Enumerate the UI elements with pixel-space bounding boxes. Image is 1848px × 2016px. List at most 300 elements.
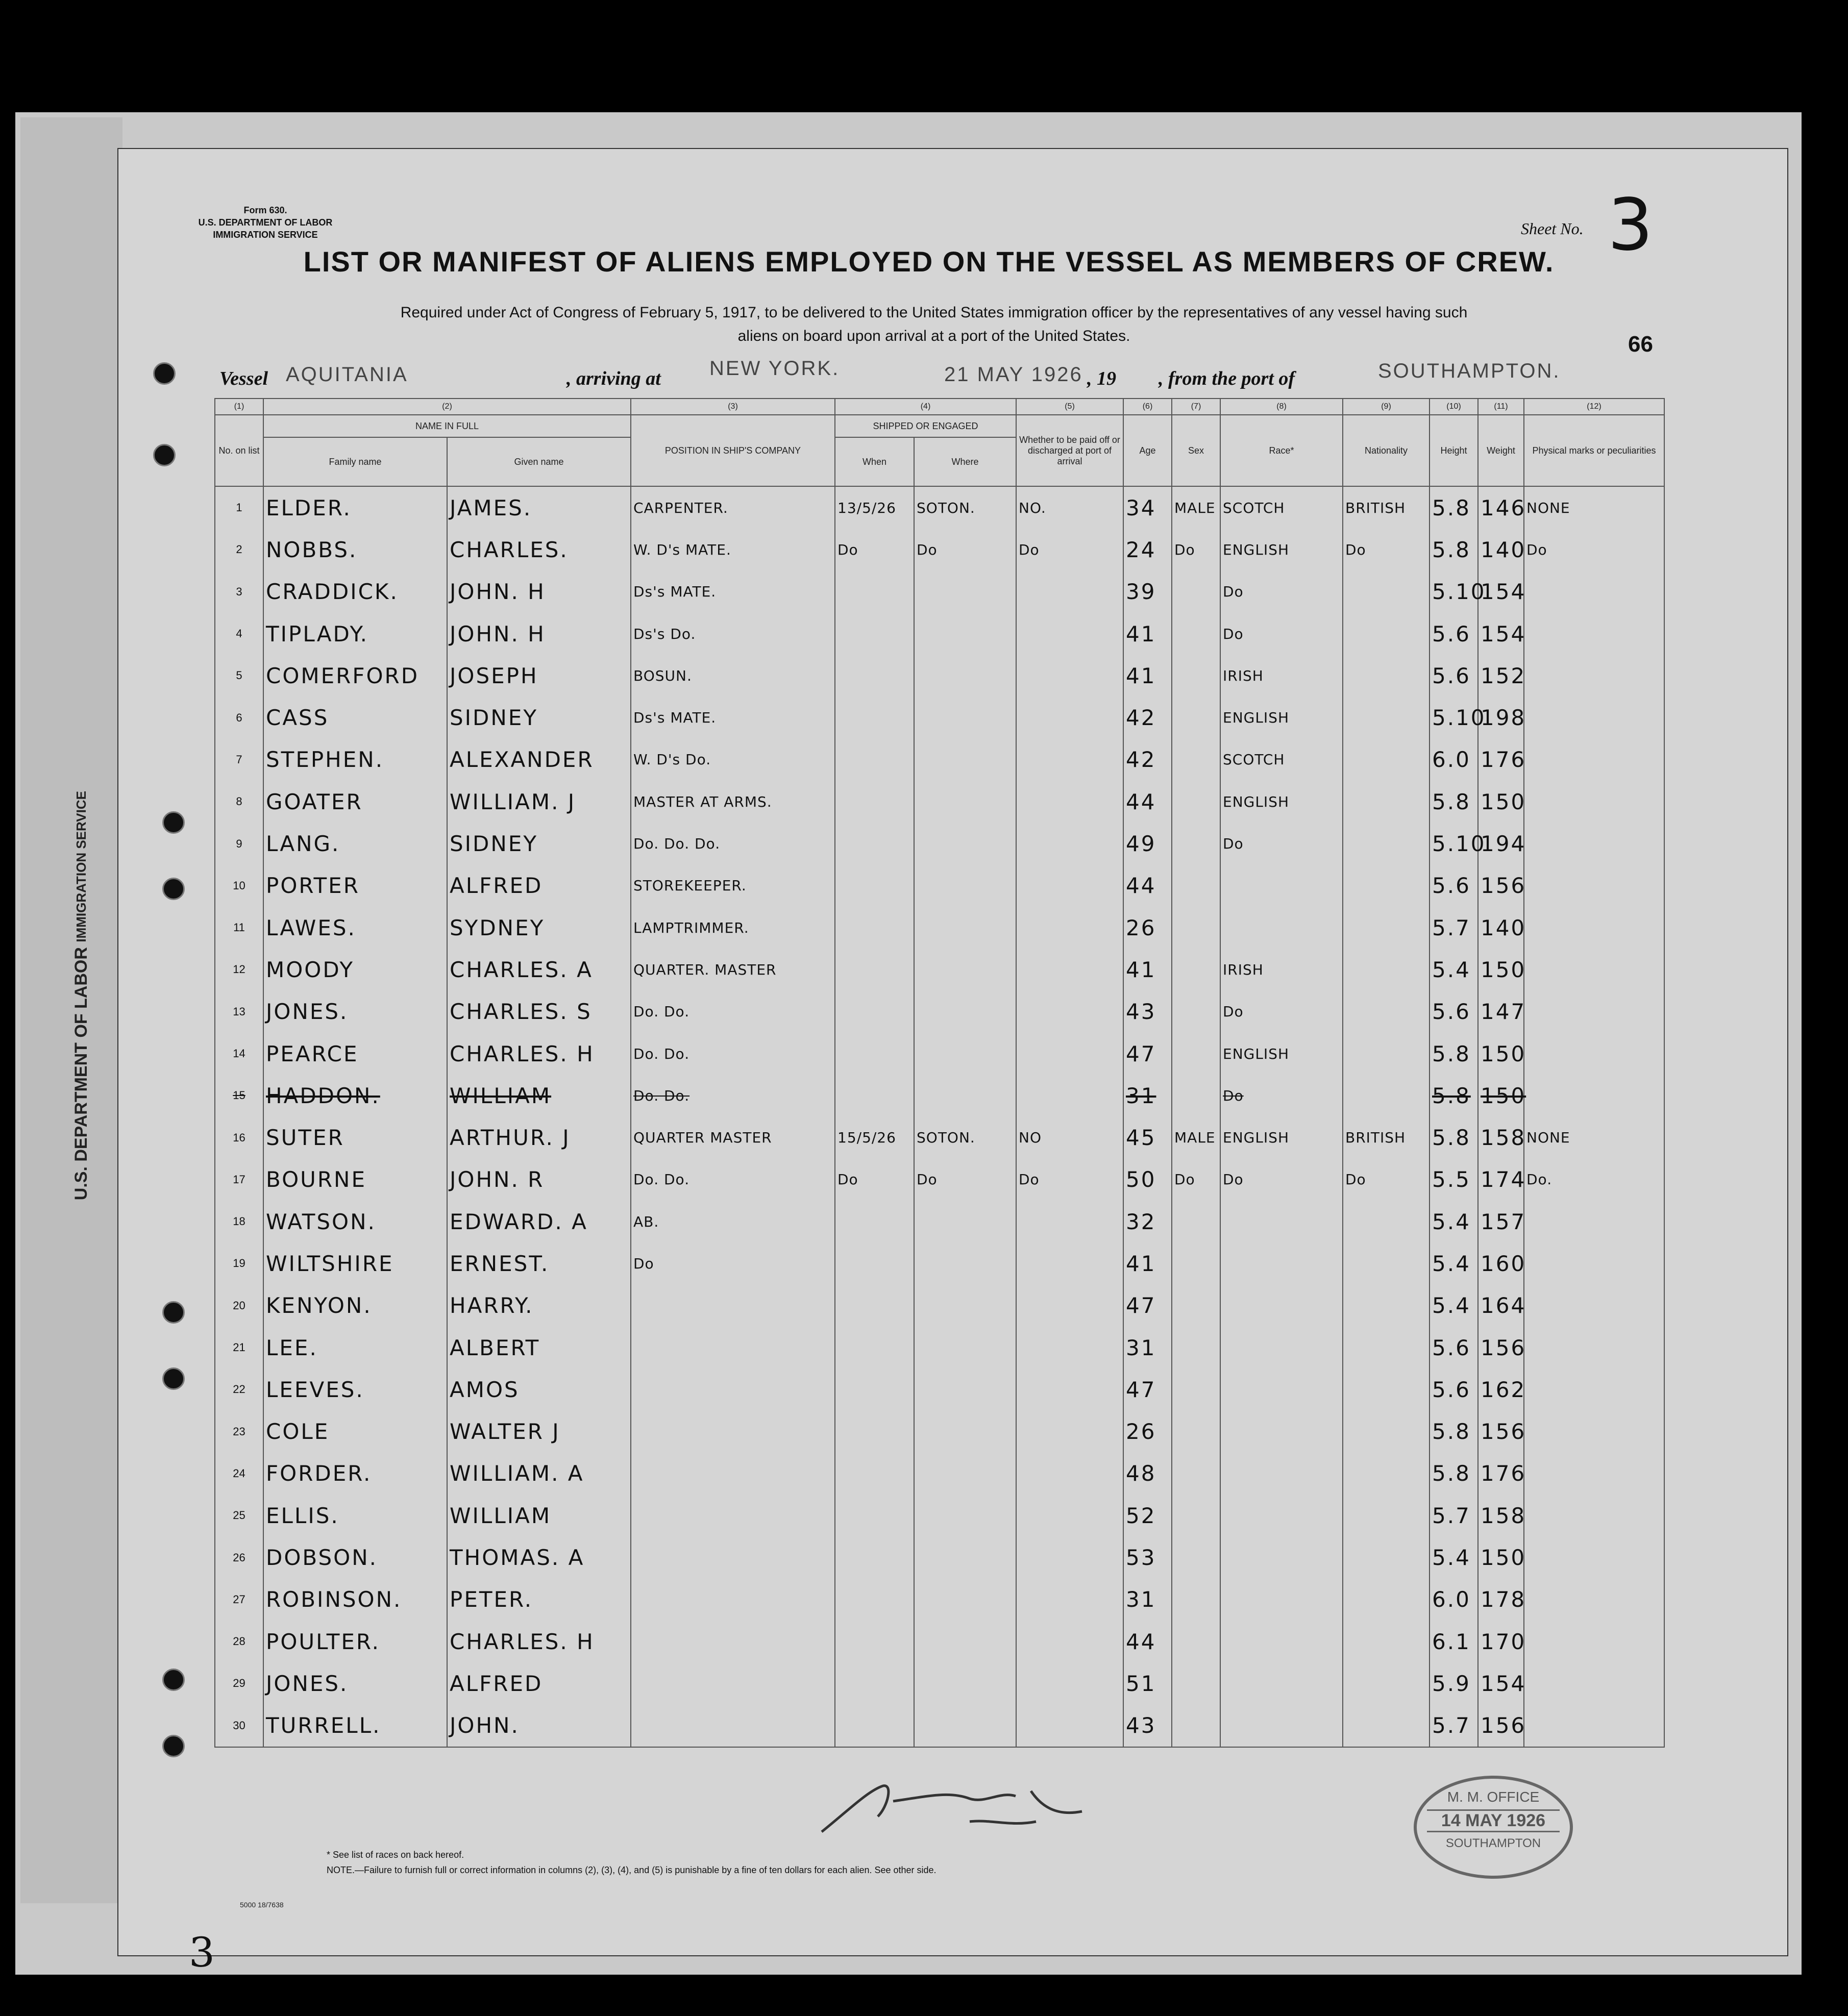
family-name-cell: CRADDICK. bbox=[263, 571, 447, 613]
weight-cell: 150 bbox=[1478, 1033, 1524, 1075]
position-cell bbox=[631, 1579, 835, 1621]
nationality-cell bbox=[1343, 1327, 1430, 1368]
footnote-block bbox=[327, 1847, 937, 1878]
race-cell bbox=[1220, 1536, 1343, 1578]
age-cell: 52 bbox=[1123, 1495, 1172, 1536]
paid-off-cell bbox=[1016, 1327, 1123, 1368]
family-name-cell: TIPLADY. bbox=[263, 613, 447, 655]
table-row bbox=[215, 907, 1664, 949]
height-cell: 5.4 bbox=[1430, 1201, 1478, 1242]
position-cell bbox=[631, 1705, 835, 1747]
vessel-label: Vessel bbox=[219, 368, 268, 389]
height-cell: 5.7 bbox=[1430, 1495, 1478, 1536]
given-name-cell: ALEXANDER bbox=[447, 739, 631, 781]
sex-cell bbox=[1172, 571, 1220, 613]
sheet-number: 3 bbox=[1608, 184, 1654, 267]
family-name-cell: LAWES. bbox=[263, 907, 447, 949]
sex-cell: Do bbox=[1172, 1159, 1220, 1201]
table-row bbox=[215, 1453, 1664, 1495]
header-where: Where bbox=[914, 437, 1016, 486]
row-number: 21 bbox=[215, 1327, 263, 1368]
race-cell bbox=[1220, 907, 1343, 949]
family-name-cell: STEPHEN. bbox=[263, 739, 447, 781]
subtitle-line-1: Required under Act of Congress of February 5, 1917, to be delivered to the United States immigration officer by the representatives of any vessel having such bbox=[400, 304, 1468, 321]
where-cell bbox=[914, 1705, 1016, 1747]
given-name-cell: JOHN. H bbox=[447, 571, 631, 613]
age-cell: 34 bbox=[1123, 486, 1172, 529]
marks-cell bbox=[1524, 655, 1664, 696]
when-cell bbox=[835, 907, 914, 949]
col-num: (4) bbox=[835, 399, 1016, 415]
family-name-cell: PORTER bbox=[263, 865, 447, 907]
age-cell: 43 bbox=[1123, 991, 1172, 1033]
sex-cell bbox=[1172, 1662, 1220, 1704]
given-name-cell: ARTHUR. J bbox=[447, 1116, 631, 1158]
sex-cell bbox=[1172, 949, 1220, 990]
race-cell: SCOTCH bbox=[1220, 739, 1343, 781]
marks-cell bbox=[1524, 1411, 1664, 1453]
col-num: (1) bbox=[215, 399, 263, 415]
when-cell bbox=[835, 655, 914, 696]
col-num: (12) bbox=[1524, 399, 1664, 415]
paid-off-cell bbox=[1016, 1536, 1123, 1578]
position-cell: Ds's MATE. bbox=[631, 696, 835, 738]
height-cell: 5.8 bbox=[1430, 529, 1478, 570]
height-cell: 5.8 bbox=[1430, 1116, 1478, 1158]
race-cell: Do bbox=[1220, 1159, 1343, 1201]
height-cell: 5.4 bbox=[1430, 1285, 1478, 1327]
family-name-cell: ELDER. bbox=[263, 486, 447, 529]
column-number-row bbox=[215, 399, 1664, 415]
header-name-in-full: NAME IN FULL bbox=[263, 415, 631, 437]
family-name-cell: BOURNE bbox=[263, 1159, 447, 1201]
nationality-cell bbox=[1343, 991, 1430, 1033]
given-name-cell: CHARLES. bbox=[447, 529, 631, 570]
given-name-cell: AMOS bbox=[447, 1368, 631, 1410]
given-name-cell: PETER. bbox=[447, 1579, 631, 1621]
height-cell: 5.4 bbox=[1430, 1242, 1478, 1284]
row-number: 11 bbox=[215, 907, 263, 949]
when-cell bbox=[835, 1536, 914, 1578]
when-cell: 15/5/26 bbox=[835, 1116, 914, 1158]
marks-cell bbox=[1524, 696, 1664, 738]
header-shipped: SHIPPED OR ENGAGED bbox=[835, 415, 1016, 437]
given-name-cell: WILLIAM. J bbox=[447, 781, 631, 823]
table-row bbox=[215, 696, 1664, 738]
marks-cell bbox=[1524, 781, 1664, 823]
race-cell bbox=[1220, 1579, 1343, 1621]
family-name-cell: ELLIS. bbox=[263, 1495, 447, 1536]
family-name-cell: PEARCE bbox=[263, 1033, 447, 1075]
where-cell bbox=[914, 696, 1016, 738]
when-cell: Do bbox=[835, 1159, 914, 1201]
paid-off-cell bbox=[1016, 696, 1123, 738]
form-number: Form 630. bbox=[243, 205, 287, 215]
sex-cell bbox=[1172, 1368, 1220, 1410]
weight-cell: 156 bbox=[1478, 1705, 1524, 1747]
table-row bbox=[215, 1075, 1664, 1116]
marks-cell bbox=[1524, 1495, 1664, 1536]
sex-cell: MALE bbox=[1172, 486, 1220, 529]
header-when: When bbox=[835, 437, 914, 486]
family-name-cell: DOBSON. bbox=[263, 1536, 447, 1578]
marks-cell bbox=[1524, 1705, 1664, 1747]
paid-off-cell: Do bbox=[1016, 529, 1123, 570]
sex-cell: MALE bbox=[1172, 1116, 1220, 1158]
nationality-cell bbox=[1343, 1495, 1430, 1536]
nationality-cell bbox=[1343, 1285, 1430, 1327]
race-cell bbox=[1220, 865, 1343, 907]
height-cell: 6.0 bbox=[1430, 1579, 1478, 1621]
col-num: (7) bbox=[1172, 399, 1220, 415]
penalty-note: NOTE.—Failure to furnish full or correct information in columns (2), (3), (4), and (5) is punishable by a fine of ten dollars for each alien. See other side. bbox=[327, 1865, 937, 1875]
weight-cell: 156 bbox=[1478, 865, 1524, 907]
nationality-cell bbox=[1343, 1579, 1430, 1621]
table-row bbox=[215, 529, 1664, 570]
weight-cell: 156 bbox=[1478, 1411, 1524, 1453]
table-row bbox=[215, 823, 1664, 864]
weight-cell: 170 bbox=[1478, 1621, 1524, 1662]
age-cell: 48 bbox=[1123, 1453, 1172, 1495]
when-cell bbox=[835, 781, 914, 823]
nationality-cell bbox=[1343, 1242, 1430, 1284]
sex-cell bbox=[1172, 1453, 1220, 1495]
paid-off-cell bbox=[1016, 991, 1123, 1033]
given-name-cell: THOMAS. A bbox=[447, 1536, 631, 1578]
given-name-cell: ERNEST. bbox=[447, 1242, 631, 1284]
age-cell: 26 bbox=[1123, 1411, 1172, 1453]
nationality-cell bbox=[1343, 1075, 1430, 1116]
marks-cell bbox=[1524, 1033, 1664, 1075]
sex-cell bbox=[1172, 1705, 1220, 1747]
given-name-cell: JOSEPH bbox=[447, 655, 631, 696]
given-name-cell: WILLIAM bbox=[447, 1075, 631, 1116]
header-paid-off: Whether to be paid off or discharged at port of arrival bbox=[1016, 415, 1123, 486]
given-name-cell: CHARLES. S bbox=[447, 991, 631, 1033]
header-height: Height bbox=[1430, 415, 1478, 486]
where-cell bbox=[914, 655, 1016, 696]
marks-cell bbox=[1524, 1536, 1664, 1578]
when-cell bbox=[835, 1033, 914, 1075]
age-cell: 41 bbox=[1123, 613, 1172, 655]
punch-hole bbox=[162, 878, 185, 900]
row-number: 4 bbox=[215, 613, 263, 655]
height-cell: 5.8 bbox=[1430, 781, 1478, 823]
row-number: 2 bbox=[215, 529, 263, 570]
race-cell bbox=[1220, 1327, 1343, 1368]
header-weight: Weight bbox=[1478, 415, 1524, 486]
form-header-block bbox=[184, 204, 347, 241]
weight-cell: 140 bbox=[1478, 907, 1524, 949]
col-num: (2) bbox=[263, 399, 631, 415]
family-name-cell: GOATER bbox=[263, 781, 447, 823]
paid-off-cell bbox=[1016, 823, 1123, 864]
age-cell: 41 bbox=[1123, 949, 1172, 990]
table-row bbox=[215, 1705, 1664, 1747]
family-name-cell: JONES. bbox=[263, 1662, 447, 1704]
position-cell: Ds's MATE. bbox=[631, 571, 835, 613]
age-cell: 31 bbox=[1123, 1327, 1172, 1368]
when-cell bbox=[835, 1495, 914, 1536]
when-cell bbox=[835, 1285, 914, 1327]
sex-cell bbox=[1172, 1201, 1220, 1242]
punch-hole bbox=[162, 1669, 185, 1691]
given-name-cell: JOHN. H bbox=[447, 613, 631, 655]
weight-cell: 150 bbox=[1478, 1075, 1524, 1116]
sex-cell bbox=[1172, 781, 1220, 823]
sex-cell bbox=[1172, 1536, 1220, 1578]
row-number: 10 bbox=[215, 865, 263, 907]
height-cell: 5.8 bbox=[1430, 1033, 1478, 1075]
age-cell: 41 bbox=[1123, 1242, 1172, 1284]
paid-off-cell: NO. bbox=[1016, 486, 1123, 529]
when-cell bbox=[835, 865, 914, 907]
marks-cell bbox=[1524, 865, 1664, 907]
given-name-cell: HARRY. bbox=[447, 1285, 631, 1327]
weight-cell: 176 bbox=[1478, 1453, 1524, 1495]
side-service: IMMIGRATION SERVICE bbox=[73, 791, 89, 942]
sex-cell bbox=[1172, 907, 1220, 949]
marks-cell bbox=[1524, 1327, 1664, 1368]
nationality-cell bbox=[1343, 1368, 1430, 1410]
race-cell: Do bbox=[1220, 571, 1343, 613]
where-cell: Do bbox=[914, 1159, 1016, 1201]
family-name-cell: WILTSHIRE bbox=[263, 1242, 447, 1284]
position-cell bbox=[631, 1285, 835, 1327]
age-cell: 50 bbox=[1123, 1159, 1172, 1201]
col-num: (11) bbox=[1478, 399, 1524, 415]
family-name-cell: KENYON. bbox=[263, 1285, 447, 1327]
family-name-cell: ROBINSON. bbox=[263, 1579, 447, 1621]
race-cell bbox=[1220, 1495, 1343, 1536]
marks-cell bbox=[1524, 1201, 1664, 1242]
page-number-mark: 3 bbox=[189, 1929, 215, 1976]
given-name-cell: SIDNEY bbox=[447, 823, 631, 864]
paid-off-cell bbox=[1016, 571, 1123, 613]
age-cell: 49 bbox=[1123, 823, 1172, 864]
nationality-cell bbox=[1343, 1201, 1430, 1242]
weight-cell: 150 bbox=[1478, 1536, 1524, 1578]
punch-hole bbox=[153, 362, 176, 385]
family-name-cell: SUTER bbox=[263, 1116, 447, 1158]
where-cell bbox=[914, 1579, 1016, 1621]
row-number: 30 bbox=[215, 1705, 263, 1747]
row-number: 3 bbox=[215, 571, 263, 613]
punch-hole bbox=[162, 811, 185, 834]
paid-off-cell bbox=[1016, 1621, 1123, 1662]
department-name: U.S. DEPARTMENT OF LABOR bbox=[198, 217, 333, 228]
sex-cell bbox=[1172, 865, 1220, 907]
where-cell bbox=[914, 1201, 1016, 1242]
header-given-name: Given name bbox=[447, 437, 631, 486]
weight-cell: 147 bbox=[1478, 991, 1524, 1033]
paid-off-cell bbox=[1016, 1033, 1123, 1075]
paid-off-cell bbox=[1016, 1242, 1123, 1284]
col-num: (6) bbox=[1123, 399, 1172, 415]
print-code: 5000 18/7638 bbox=[240, 1901, 284, 1909]
given-name-cell: ALFRED bbox=[447, 1662, 631, 1704]
height-cell: 5.4 bbox=[1430, 1536, 1478, 1578]
age-cell: 44 bbox=[1123, 781, 1172, 823]
height-cell: 5.6 bbox=[1430, 655, 1478, 696]
row-number: 15 bbox=[215, 1075, 263, 1116]
age-cell: 26 bbox=[1123, 907, 1172, 949]
race-cell bbox=[1220, 1368, 1343, 1410]
family-name-cell: NOBBS. bbox=[263, 529, 447, 570]
where-cell bbox=[914, 1033, 1016, 1075]
where-cell bbox=[914, 1368, 1016, 1410]
table-row bbox=[215, 991, 1664, 1033]
row-number: 13 bbox=[215, 991, 263, 1033]
age-cell: 24 bbox=[1123, 529, 1172, 570]
family-name-cell: LEE. bbox=[263, 1327, 447, 1368]
nationality-cell bbox=[1343, 1033, 1430, 1075]
row-number: 26 bbox=[215, 1536, 263, 1578]
nationality-cell bbox=[1343, 1662, 1430, 1704]
given-name-cell: WILLIAM bbox=[447, 1495, 631, 1536]
when-cell bbox=[835, 613, 914, 655]
family-name-cell: POULTER. bbox=[263, 1621, 447, 1662]
position-cell: BOSUN. bbox=[631, 655, 835, 696]
row-number: 27 bbox=[215, 1579, 263, 1621]
nationality-cell bbox=[1343, 1705, 1430, 1747]
marks-cell bbox=[1524, 739, 1664, 781]
when-cell bbox=[835, 1411, 914, 1453]
departure-port: SOUTHAMPTON. bbox=[1378, 360, 1561, 382]
header-physical-marks: Physical marks or peculiarities bbox=[1524, 415, 1664, 486]
arriving-label: , arriving at bbox=[566, 368, 661, 389]
nationality-cell bbox=[1343, 1536, 1430, 1578]
when-cell bbox=[835, 571, 914, 613]
family-name-cell: TURRELL. bbox=[263, 1705, 447, 1747]
position-cell: W. D's MATE. bbox=[631, 529, 835, 570]
where-cell bbox=[914, 1453, 1016, 1495]
when-cell bbox=[835, 949, 914, 990]
nationality-cell: BRITISH bbox=[1343, 486, 1430, 529]
row-number: 8 bbox=[215, 781, 263, 823]
position-cell: MASTER AT ARMS. bbox=[631, 781, 835, 823]
weight-cell: 174 bbox=[1478, 1159, 1524, 1201]
weight-cell: 146 bbox=[1478, 486, 1524, 529]
row-number: 20 bbox=[215, 1285, 263, 1327]
height-cell: 5.6 bbox=[1430, 613, 1478, 655]
marks-cell bbox=[1524, 1621, 1664, 1662]
weight-cell: 162 bbox=[1478, 1368, 1524, 1410]
punch-hole bbox=[162, 1735, 185, 1757]
sex-cell bbox=[1172, 1075, 1220, 1116]
position-cell bbox=[631, 1536, 835, 1578]
from-label: , from the port of bbox=[1159, 368, 1295, 389]
row-number: 28 bbox=[215, 1621, 263, 1662]
row-number: 22 bbox=[215, 1368, 263, 1410]
where-cell bbox=[914, 1495, 1016, 1536]
given-name-cell: SIDNEY bbox=[447, 696, 631, 738]
sex-cell bbox=[1172, 1579, 1220, 1621]
position-cell: QUARTER. MASTER bbox=[631, 949, 835, 990]
position-cell: CARPENTER. bbox=[631, 486, 835, 529]
table-row bbox=[215, 1201, 1664, 1242]
row-number: 14 bbox=[215, 1033, 263, 1075]
age-cell: 42 bbox=[1123, 696, 1172, 738]
sex-cell bbox=[1172, 739, 1220, 781]
marks-cell: NONE bbox=[1524, 486, 1664, 529]
weight-cell: 198 bbox=[1478, 696, 1524, 738]
when-cell bbox=[835, 1201, 914, 1242]
table-row bbox=[215, 655, 1664, 696]
given-name-cell: SYDNEY bbox=[447, 907, 631, 949]
row-number: 17 bbox=[215, 1159, 263, 1201]
height-cell: 5.10 bbox=[1430, 823, 1478, 864]
nationality-cell bbox=[1343, 907, 1430, 949]
where-cell: Do bbox=[914, 529, 1016, 570]
marks-cell: Do bbox=[1524, 529, 1664, 570]
sex-cell bbox=[1172, 1327, 1220, 1368]
given-name-cell: JAMES. bbox=[447, 486, 631, 529]
when-cell bbox=[835, 1621, 914, 1662]
punch-hole bbox=[153, 444, 176, 466]
paid-off-cell bbox=[1016, 1411, 1123, 1453]
sex-cell bbox=[1172, 1411, 1220, 1453]
service-name: IMMIGRATION SERVICE bbox=[213, 230, 318, 240]
marks-cell bbox=[1524, 1368, 1664, 1410]
nationality-cell bbox=[1343, 655, 1430, 696]
list-code: 66 bbox=[1628, 332, 1653, 357]
when-cell bbox=[835, 1662, 914, 1704]
family-name-cell: COMERFORD bbox=[263, 655, 447, 696]
position-cell: W. D's Do. bbox=[631, 739, 835, 781]
position-cell bbox=[631, 1327, 835, 1368]
stamp-date: 14 MAY 1926 bbox=[1427, 1809, 1560, 1832]
sex-cell bbox=[1172, 1242, 1220, 1284]
where-cell bbox=[914, 949, 1016, 990]
position-cell: Do. Do. bbox=[631, 1033, 835, 1075]
row-number: 29 bbox=[215, 1662, 263, 1704]
row-number: 19 bbox=[215, 1242, 263, 1284]
nationality-cell bbox=[1343, 949, 1430, 990]
table-row bbox=[215, 1495, 1664, 1536]
family-name-cell: LEEVES. bbox=[263, 1368, 447, 1410]
side-department-stamp bbox=[71, 791, 91, 1200]
row-number: 25 bbox=[215, 1495, 263, 1536]
nationality-cell: BRITISH bbox=[1343, 1116, 1430, 1158]
when-cell bbox=[835, 739, 914, 781]
header-race: Race* bbox=[1220, 415, 1343, 486]
sex-cell bbox=[1172, 823, 1220, 864]
position-cell bbox=[631, 1453, 835, 1495]
nationality-cell bbox=[1343, 1621, 1430, 1662]
height-cell: 5.9 bbox=[1430, 1662, 1478, 1704]
age-cell: 31 bbox=[1123, 1075, 1172, 1116]
race-cell: IRISH bbox=[1220, 949, 1343, 990]
position-cell bbox=[631, 1621, 835, 1662]
age-cell: 51 bbox=[1123, 1662, 1172, 1704]
side-department: U.S. DEPARTMENT OF LABOR bbox=[71, 947, 91, 1201]
sex-cell bbox=[1172, 1285, 1220, 1327]
table-row bbox=[215, 739, 1664, 781]
when-cell bbox=[835, 1579, 914, 1621]
weight-cell: 140 bbox=[1478, 529, 1524, 570]
row-number: 23 bbox=[215, 1411, 263, 1453]
row-number: 9 bbox=[215, 823, 263, 864]
family-name-cell: FORDER. bbox=[263, 1453, 447, 1495]
col-num: (5) bbox=[1016, 399, 1123, 415]
marks-cell bbox=[1524, 823, 1664, 864]
race-cell: Do bbox=[1220, 613, 1343, 655]
when-cell bbox=[835, 1075, 914, 1116]
age-cell: 47 bbox=[1123, 1285, 1172, 1327]
where-cell bbox=[914, 1621, 1016, 1662]
given-name-cell: CHARLES. H bbox=[447, 1621, 631, 1662]
